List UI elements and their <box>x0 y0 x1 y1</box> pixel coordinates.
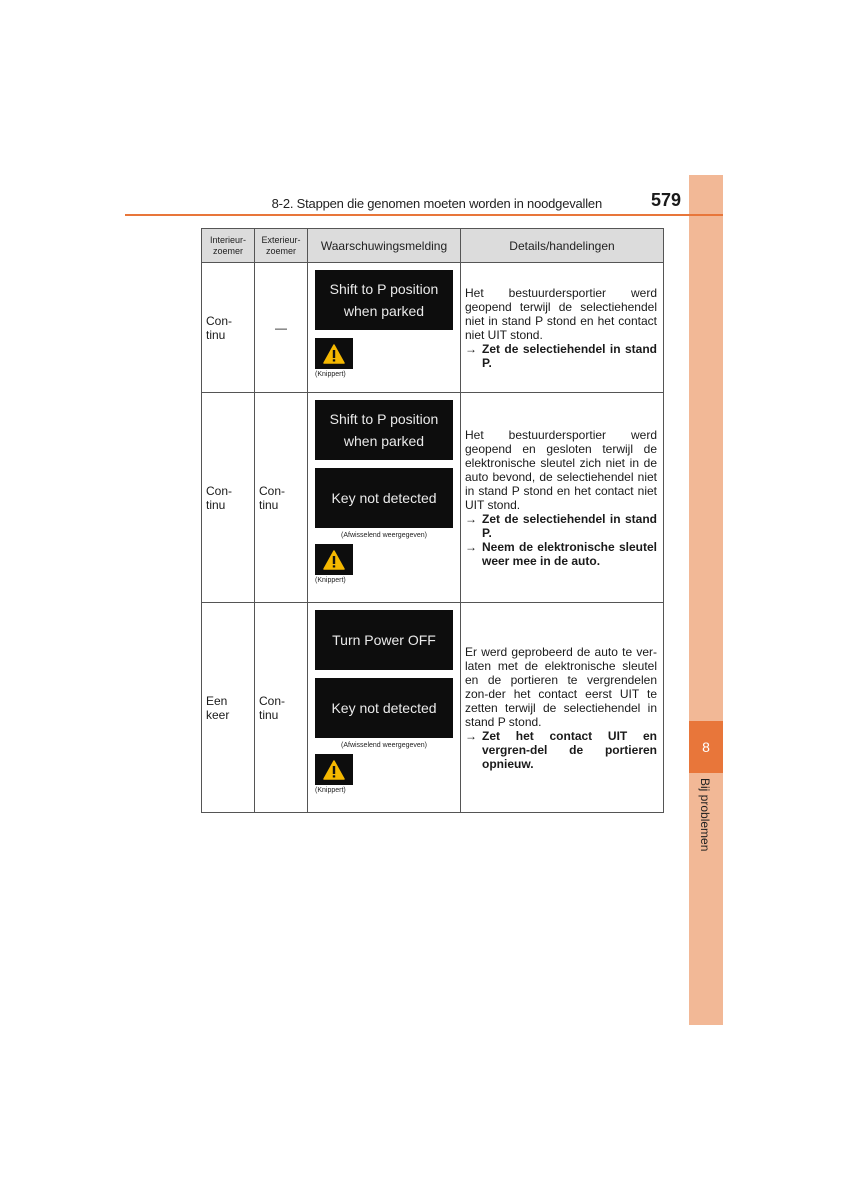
cell-text-line: Con- <box>259 693 286 708</box>
details-cell <box>461 393 664 603</box>
action-text: Zet de selectiehendel in stand P. <box>482 341 657 370</box>
action-item <box>465 540 657 568</box>
warning-message-cell <box>308 603 461 813</box>
action-text: Zet de selectiehendel in stand P. <box>482 511 657 540</box>
exterior-buzzer-cell <box>255 603 308 813</box>
header-interior-line1: Interieur- <box>209 234 246 245</box>
display-screen <box>315 400 453 460</box>
screen-line: when parked <box>343 303 425 319</box>
screen-line: Shift to P position <box>329 411 439 427</box>
icon-caption: (Knippert) <box>315 787 346 794</box>
cell-text-line: tinu <box>259 497 279 512</box>
arrow-right-icon: → <box>465 511 477 526</box>
screen-line: Shift to P position <box>329 281 439 297</box>
action-item <box>465 729 657 771</box>
cell-text-line: tinu <box>206 327 226 342</box>
header-interior-line2: zoemer <box>212 245 243 256</box>
screen-line: when parked <box>343 433 425 449</box>
arrow-right-icon: → <box>465 728 477 743</box>
warning-table <box>201 228 664 813</box>
warning-message-cell <box>308 263 461 393</box>
screen-line: Key not detected <box>331 490 437 506</box>
chapter-label: Bij problemen <box>698 778 712 852</box>
screens-caption: (Afwisselend weergegeven) <box>341 532 427 539</box>
chapter-side-tab <box>689 175 723 1025</box>
interior-buzzer-cell <box>202 393 255 603</box>
details-text: Er werd geprobeerd de auto te ver-laten met de elektronische sleutel en de portieren te vergrendelen zon-der het contact eerst UIT te zetten terwijl de selectiehendel in stand P stond. <box>465 644 657 729</box>
display-screen <box>315 468 453 528</box>
display-screen <box>315 270 453 330</box>
header-exterior-line1: Exterieur- <box>261 234 301 245</box>
icon-caption: (Knippert) <box>315 577 346 584</box>
details-text: Het bestuurdersportier werd geopend en gesloten terwijl de elektronische sleutel zich niet in de auto bevond, de selectiehendel niet in stand P stond en het contact niet UIT stond. <box>465 427 657 512</box>
cell-text-line: tinu <box>259 707 279 722</box>
header-interior-buzzer <box>202 229 255 263</box>
warning-triangle-icon <box>315 754 353 785</box>
warning-triangle-icon <box>315 544 353 575</box>
cell-text-line: Een <box>206 693 228 708</box>
interior-buzzer-cell <box>202 263 255 393</box>
display-screen <box>315 610 453 670</box>
arrow-right-icon: → <box>465 539 477 554</box>
header-rule <box>125 214 723 216</box>
cell-text-line: Con- <box>206 313 233 328</box>
action-item <box>465 512 657 540</box>
table-row <box>202 393 664 603</box>
cell-text-line: keer <box>206 707 230 722</box>
action-text: Zet het contact UIT en vergren-del de portieren opnieuw. <box>482 728 657 771</box>
icon-caption: (Knippert) <box>315 371 346 378</box>
exterior-buzzer-cell: — <box>255 263 308 393</box>
header-exterior-buzzer <box>255 229 308 263</box>
exterior-buzzer-cell <box>255 393 308 603</box>
table-row <box>202 603 664 813</box>
details-cell <box>461 603 664 813</box>
screen-line: Key not detected <box>331 700 437 716</box>
warning-triangle-icon <box>315 338 353 369</box>
interior-buzzer-cell <box>202 603 255 813</box>
action-text: Neem de elektronische sleutel weer mee in de auto. <box>482 539 657 568</box>
warning-message-cell <box>308 393 461 603</box>
header-exterior-line2: zoemer <box>265 245 296 256</box>
table-row <box>202 263 664 393</box>
chapter-number-tab: 8 <box>689 721 723 773</box>
section-title: 8-2. Stappen die genomen moeten worden in noodgevallen <box>271 196 602 211</box>
page-number: 579 <box>651 190 682 210</box>
details-cell <box>461 263 664 393</box>
screen-line: Turn Power OFF <box>332 632 436 648</box>
display-screen <box>315 678 453 738</box>
table-header-row <box>202 229 664 263</box>
header-details: Details/handelingen <box>461 229 664 263</box>
arrow-right-icon: → <box>465 341 477 356</box>
screens-caption: (Afwisselend weergegeven) <box>341 742 427 749</box>
cell-text-line: tinu <box>206 497 226 512</box>
cell-text-line: Con- <box>259 483 286 498</box>
cell-text-line: Con- <box>206 483 233 498</box>
details-text: Het bestuurdersportier werd geopend terwijl de selectiehendel niet in stand P stond en het contact niet UIT stond. <box>465 285 657 342</box>
action-item <box>465 342 657 370</box>
header-warning-message: Waarschuwingsmelding <box>308 229 461 263</box>
